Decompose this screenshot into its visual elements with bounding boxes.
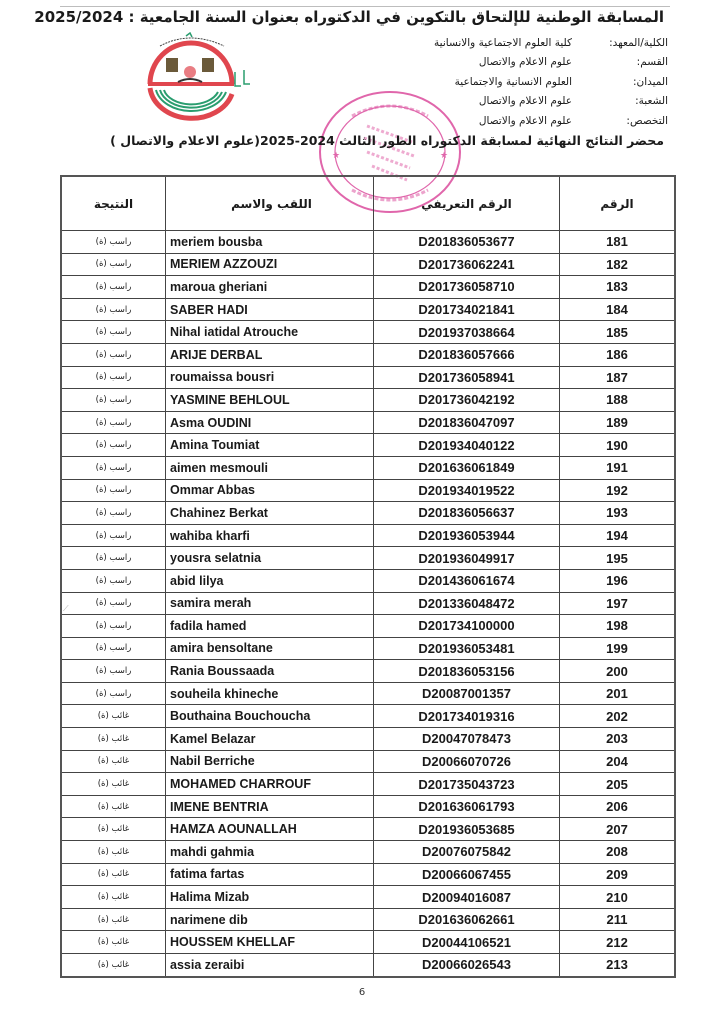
candidate-id: D201736058941 (374, 366, 560, 389)
candidate-name: fadila hamed (166, 615, 374, 638)
row-number: 204 (560, 750, 676, 773)
candidate-name: abid lilya (166, 569, 374, 592)
table-row (61, 547, 675, 570)
row-number: 201 (560, 682, 676, 705)
table-row (61, 818, 675, 841)
table-row (61, 276, 675, 299)
table-row (61, 615, 675, 638)
table-row (61, 705, 675, 728)
svg-text:★: ★ (332, 151, 341, 161)
table-row (61, 931, 675, 954)
candidate-name: SABER HADI (166, 298, 374, 321)
candidate-name: yousra selatnia (166, 547, 374, 570)
table-row (61, 908, 675, 931)
candidate-name: fatima fartas (166, 863, 374, 886)
result-status: غائب (ة) (61, 954, 166, 977)
table-row (61, 389, 675, 412)
result-status: غائب (ة) (61, 773, 166, 796)
candidate-name: Halima Mizab (166, 886, 374, 909)
candidate-id: D201936053944 (374, 524, 560, 547)
column-header-name: اللقب والاسم (166, 176, 374, 231)
row-number: 207 (560, 818, 676, 841)
row-number: 205 (560, 773, 676, 796)
result-status: راسب (ة) (61, 615, 166, 638)
result-status: غائب (ة) (61, 908, 166, 931)
row-number: 183 (560, 276, 676, 299)
candidate-id: D201936053685 (374, 818, 560, 841)
page-number: 6 (358, 987, 366, 998)
result-status: راسب (ة) (61, 276, 166, 299)
row-number: 194 (560, 524, 676, 547)
table-row (61, 954, 675, 977)
candidate-id: D20066026543 (374, 954, 560, 977)
candidate-name: narimene dib (166, 908, 374, 931)
table-row (61, 886, 675, 909)
candidate-name: Ommar Abbas (166, 479, 374, 502)
result-status: غائب (ة) (61, 841, 166, 864)
result-status: غائب (ة) (61, 818, 166, 841)
table-row (61, 253, 675, 276)
row-number: 209 (560, 863, 676, 886)
result-status: راسب (ة) (61, 592, 166, 615)
row-number: 195 (560, 547, 676, 570)
svg-text:★: ★ (440, 151, 449, 161)
table-row (61, 841, 675, 864)
candidate-id: D201336048472 (374, 592, 560, 615)
table-row (61, 502, 675, 525)
table-row (61, 434, 675, 457)
result-status: راسب (ة) (61, 321, 166, 344)
table-row (61, 773, 675, 796)
row-number: 200 (560, 660, 676, 683)
result-status: غائب (ة) (61, 750, 166, 773)
info-value: العلوم الانسانية والاجتماعية (454, 75, 572, 88)
row-number: 184 (560, 298, 676, 321)
candidate-id: D20094016087 (374, 886, 560, 909)
candidate-id: D201936053481 (374, 637, 560, 660)
candidate-id: D20076075842 (374, 841, 560, 864)
table-row (61, 456, 675, 479)
candidate-name: assia zeraibi (166, 954, 374, 977)
candidate-name: MOHAMED CHARROUF (166, 773, 374, 796)
candidate-name: wahiba kharfi (166, 524, 374, 547)
result-status: راسب (ة) (61, 524, 166, 547)
candidate-id: D20066067455 (374, 863, 560, 886)
row-number: 196 (560, 569, 676, 592)
table-row (61, 343, 675, 366)
row-number: 190 (560, 434, 676, 457)
table-row (61, 637, 675, 660)
candidate-id: D201836053156 (374, 660, 560, 683)
candidate-id: D201436061674 (374, 569, 560, 592)
result-status: راسب (ة) (61, 411, 166, 434)
info-value: علوم الاعلام والاتصال (478, 95, 572, 108)
info-label: الشعبة: (635, 95, 668, 108)
result-status: راسب (ة) (61, 366, 166, 389)
candidate-name: amira bensoltane (166, 637, 374, 660)
candidate-name: Rania Boussaada (166, 660, 374, 683)
result-status: غائب (ة) (61, 705, 166, 728)
result-status: راسب (ة) (61, 231, 166, 254)
result-status: راسب (ة) (61, 253, 166, 276)
result-status: راسب (ة) (61, 456, 166, 479)
info-value: علوم الاعلام والاتصال (478, 114, 572, 127)
table-row (61, 592, 675, 615)
candidate-id: D201734100000 (374, 615, 560, 638)
result-status: راسب (ة) (61, 637, 166, 660)
table-row (61, 750, 675, 773)
result-status: غائب (ة) (61, 886, 166, 909)
result-status: راسب (ة) (61, 434, 166, 457)
candidate-name: IMENE BENTRIA (166, 795, 374, 818)
info-label: الكلية/المعهد: (609, 36, 668, 49)
candidate-id: D201936049917 (374, 547, 560, 570)
document-info (434, 33, 668, 131)
candidate-id: D201937038664 (374, 321, 560, 344)
candidate-name: HOUSSEM KHELLAF (166, 931, 374, 954)
candidate-name: Kamel Belazar (166, 728, 374, 751)
column-header-result: النتيجة (61, 176, 166, 231)
row-number: 188 (560, 389, 676, 412)
results-table (60, 175, 676, 978)
row-number: 187 (560, 366, 676, 389)
row-number: 193 (560, 502, 676, 525)
candidate-name: HAMZA AOUNALLAH (166, 818, 374, 841)
candidate-id: D201836057666 (374, 343, 560, 366)
result-status: راسب (ة) (61, 479, 166, 502)
table-row (61, 479, 675, 502)
candidate-id: D20087001357 (374, 682, 560, 705)
check-mark: ⟋ (63, 604, 69, 613)
candidate-id: D20066070726 (374, 750, 560, 773)
table-row (61, 682, 675, 705)
candidate-name: roumaissa bousri (166, 366, 374, 389)
candidate-name: maroua gheriani (166, 276, 374, 299)
info-row-branch (434, 92, 668, 112)
result-status: غائب (ة) (61, 863, 166, 886)
university-logo-icon (140, 32, 255, 124)
candidate-id: D201934040122 (374, 434, 560, 457)
info-row-specialty (434, 111, 668, 131)
row-number: 185 (560, 321, 676, 344)
candidate-id: D20047078473 (374, 728, 560, 751)
candidate-id: D201636061849 (374, 456, 560, 479)
row-number: 203 (560, 728, 676, 751)
table-header-row (61, 176, 675, 231)
table-row (61, 366, 675, 389)
candidate-name: Nihal iatidal Atrouche (166, 321, 374, 344)
candidate-name: aimen mesmouli (166, 456, 374, 479)
result-status: راسب (ة) (61, 660, 166, 683)
table-row (61, 569, 675, 592)
table-row (61, 411, 675, 434)
table-row (61, 524, 675, 547)
candidate-name: Bouthaina Bouchoucha (166, 705, 374, 728)
info-label: التخصص: (626, 114, 668, 127)
table-row (61, 863, 675, 886)
candidate-id: D201836056637 (374, 502, 560, 525)
candidate-name: MERIEM AZZOUZI (166, 253, 374, 276)
candidate-name: YASMINE BEHLOUL (166, 389, 374, 412)
table-row (61, 298, 675, 321)
table-row (61, 795, 675, 818)
result-status: راسب (ة) (61, 569, 166, 592)
row-number: 213 (560, 954, 676, 977)
row-number: 212 (560, 931, 676, 954)
result-status: راسب (ة) (61, 547, 166, 570)
row-number: 192 (560, 479, 676, 502)
candidate-id: D20044106521 (374, 931, 560, 954)
result-status: راسب (ة) (61, 502, 166, 525)
candidate-name: Amina Toumiat (166, 434, 374, 457)
candidate-name: ARIJE DERBAL (166, 343, 374, 366)
candidate-name: souheila khineche (166, 682, 374, 705)
row-number: 182 (560, 253, 676, 276)
row-number: 202 (560, 705, 676, 728)
candidate-name: Chahinez Berkat (166, 502, 374, 525)
candidate-name: meriem bousba (166, 231, 374, 254)
row-number: 189 (560, 411, 676, 434)
candidate-id: D201734021841 (374, 298, 560, 321)
row-number: 186 (560, 343, 676, 366)
candidate-id: D201736062241 (374, 253, 560, 276)
candidate-name: samira merah (166, 592, 374, 615)
table-row (61, 321, 675, 344)
document-title: المسابقة الوطنية للإلتحاق بالتكوين في الدكتوراه بعنوان السنة الجامعية : 2025/2024 (34, 8, 664, 26)
info-row-department (434, 53, 668, 73)
column-header-id: الرقم التعريفي (374, 176, 560, 231)
row-number: 206 (560, 795, 676, 818)
info-label: القسم: (636, 56, 668, 69)
info-row-faculty (434, 33, 668, 53)
table-row (61, 231, 675, 254)
candidate-id: D201636062661 (374, 908, 560, 931)
row-number: 208 (560, 841, 676, 864)
result-status: راسب (ة) (61, 682, 166, 705)
info-value: علوم الاعلام والاتصال (478, 56, 572, 69)
candidate-id: D201736042192 (374, 389, 560, 412)
candidate-name: Nabil Berriche (166, 750, 374, 773)
info-value: كلية العلوم الاجتماعية والانسانية (434, 36, 572, 49)
candidate-id: D201734019316 (374, 705, 560, 728)
candidate-id: D201934019522 (374, 479, 560, 502)
info-label: الميدان: (632, 75, 668, 88)
result-status: راسب (ة) (61, 389, 166, 412)
result-status: راسب (ة) (61, 343, 166, 366)
result-status: راسب (ة) (61, 298, 166, 321)
table-row (61, 728, 675, 751)
result-status: غائب (ة) (61, 728, 166, 751)
candidate-name: Asma OUDINI (166, 411, 374, 434)
info-row-field (434, 72, 668, 92)
results-subtitle: محضر النتائج النهائية لمسابقة الدكتوراه الطور الثالث 2024-2025(علوم الاعلام والاتصال ) (110, 133, 664, 148)
row-number: 181 (560, 231, 676, 254)
row-number: 197 (560, 592, 676, 615)
row-number: 198 (560, 615, 676, 638)
candidate-id: D201836053677 (374, 231, 560, 254)
table-row (61, 660, 675, 683)
result-status: غائب (ة) (61, 795, 166, 818)
candidate-id: D201836047097 (374, 411, 560, 434)
top-rule (60, 6, 670, 7)
column-header-number: الرقم (560, 176, 676, 231)
row-number: 199 (560, 637, 676, 660)
row-number: 211 (560, 908, 676, 931)
result-status: غائب (ة) (61, 931, 166, 954)
candidate-id: D201735043723 (374, 773, 560, 796)
candidate-id: D201736058710 (374, 276, 560, 299)
row-number: 191 (560, 456, 676, 479)
candidate-name: mahdi gahmia (166, 841, 374, 864)
row-number: 210 (560, 886, 676, 909)
candidate-id: D201636061793 (374, 795, 560, 818)
